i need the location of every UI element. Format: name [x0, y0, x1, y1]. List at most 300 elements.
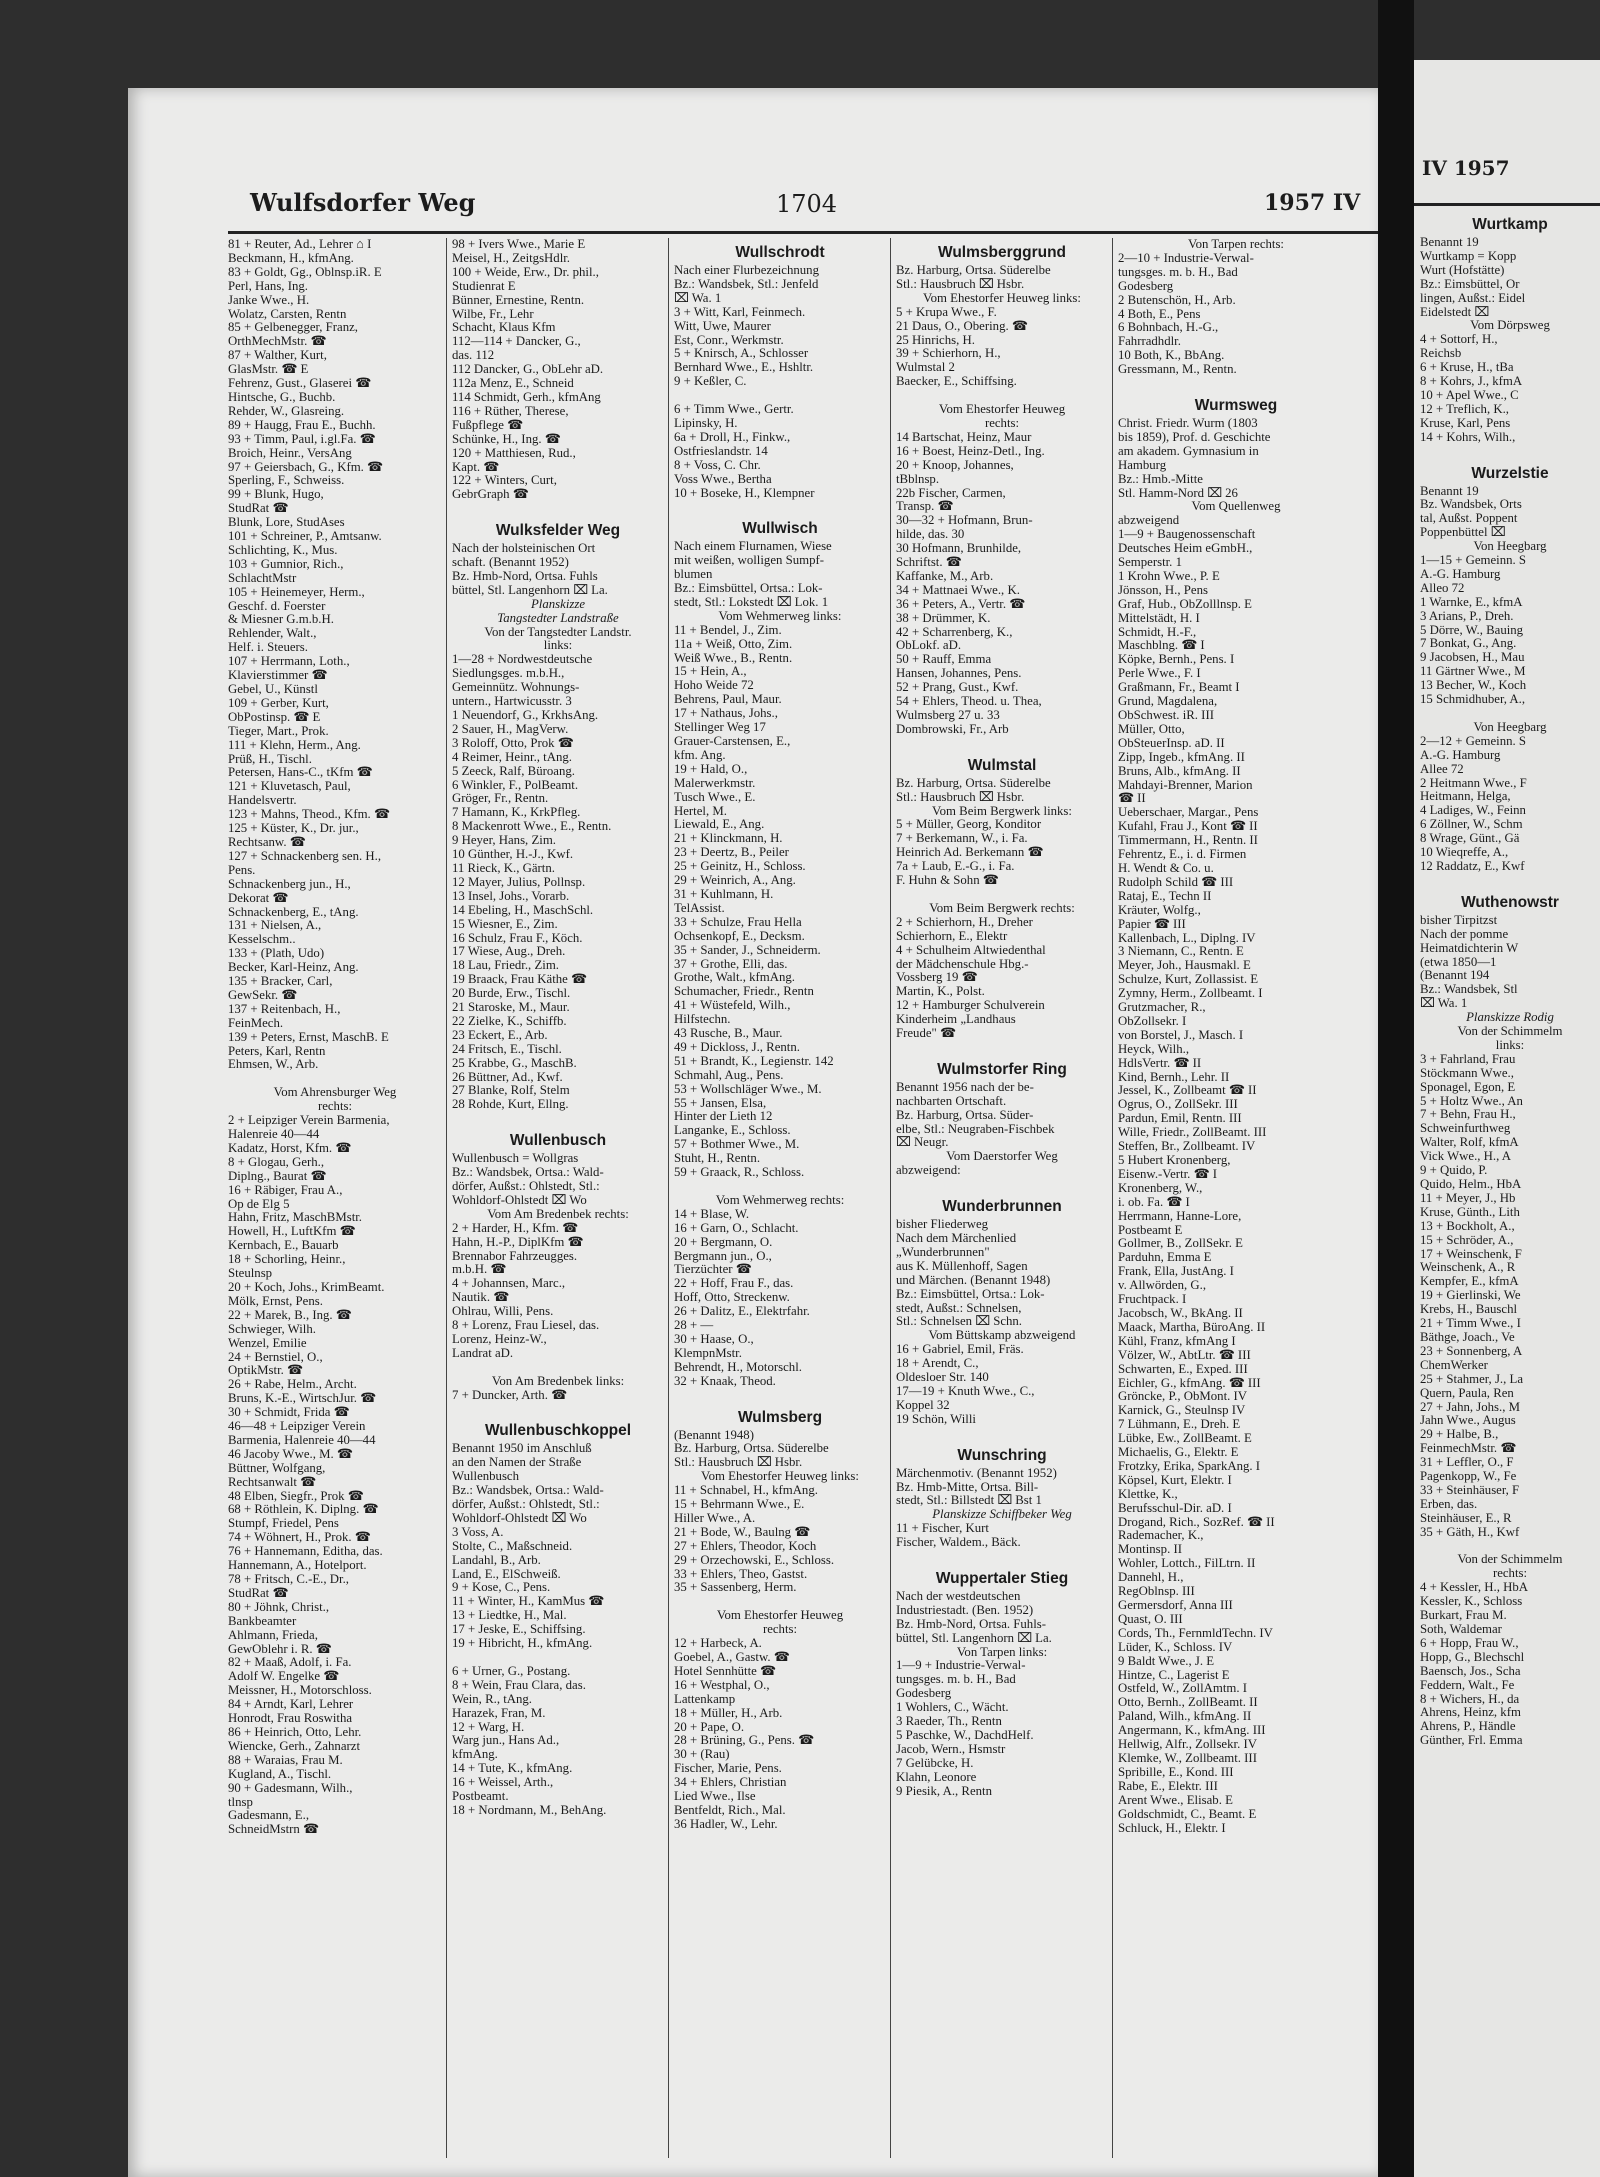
directory-entry: Op de Elg 5 — [228, 1197, 290, 1211]
directory-entry: Industriestadt. (Ben. 1952) — [896, 1603, 1034, 1617]
directory-entry: Mahdayi-Brenner, Marion — [1118, 778, 1253, 792]
directory-entry: Lübke, Ew., ZollBeamt. E — [1118, 1432, 1252, 1446]
directory-entry: 27 + Jahn, Johs., M — [1420, 1400, 1521, 1414]
directory-entry: 11 Gärtner Wwe., M — [1420, 665, 1526, 679]
directory-entry: Ahrens, P., Händle — [1420, 1720, 1516, 1734]
directory-entry: Studienrat E — [452, 279, 516, 293]
directory-entry: 28 + — — [674, 1319, 714, 1333]
directory-entry: 12 + Harbeck, A. — [674, 1637, 762, 1651]
directory-entry: Semperstr. 1 — [1118, 556, 1182, 570]
directory-entry: 16 + Weissel, Arth., — [452, 1776, 554, 1790]
directory-entry: 7 Hamann, K., KrkPfleg. — [452, 806, 581, 820]
directory-entry: Jahn Wwe., Augus — [1420, 1414, 1516, 1428]
street-heading: Wurmsweg — [1194, 396, 1278, 414]
street-heading: Wurzelstie — [1471, 464, 1549, 482]
directory-entry — [674, 1389, 886, 1403]
directory-entry: 37 + Grothe, Elli, das. — [674, 957, 788, 971]
directory-entry: 86 + Heinrich, Otto, Lehr. — [228, 1725, 362, 1739]
directory-entry: 85 + Gelbenegger, Franz, — [228, 321, 359, 335]
directory-entry: Köpke, Bernh., Pens. I — [1118, 653, 1235, 667]
directory-entry: tlnsp — [228, 1795, 253, 1809]
directory-entry: OptikMstr. ☎ — [228, 1364, 303, 1378]
directory-entry: 3 Raeder, Th., Rentn — [896, 1715, 1002, 1729]
directory-entry: Handelsvertr. — [228, 794, 297, 808]
directory-entry: Bz.: Hmb.-Mitte — [1118, 472, 1203, 486]
section-direction: Vom Ehestorfer Heuweg links: — [923, 291, 1081, 305]
directory-entry: Klemke, W., Zollbeamt. III — [1118, 1751, 1257, 1765]
directory-entry: Wenzel, Emilie — [228, 1336, 307, 1350]
directory-entry: 19 + Hald, O., — [674, 762, 748, 776]
directory-entry: 33 + Schulze, Frau Hella — [674, 915, 802, 929]
directory-entry: 3 Niemann, C., Rentn. E — [1118, 945, 1244, 959]
column-2 — [452, 238, 664, 2168]
directory-entry: Kadatz, Horst, Kfm. ☎ — [228, 1141, 352, 1155]
directory-entry: Dombrowski, Fr., Arb — [896, 722, 1009, 736]
directory-entry: Krebs, H., Bauschl — [1420, 1303, 1518, 1317]
directory-entry: Rademacher, K., — [1118, 1529, 1204, 1543]
directory-entry: 16 + Westphal, O., — [674, 1678, 770, 1692]
directory-entry: Bz. Hmb-Nord, Ortsa. Fuhls- — [896, 1617, 1046, 1631]
directory-entry: 112—114 + Dancker, G., — [452, 335, 581, 349]
directory-entry: (Benannt 194 — [1420, 969, 1490, 983]
directory-entry: Gadesmann, E., — [228, 1809, 310, 1823]
directory-entry: Tusch Wwe., E. — [674, 790, 756, 804]
directory-entry: Schierhorn, E., Elektr — [896, 929, 1008, 943]
directory-entry: Dekorat ☎ — [228, 891, 289, 905]
directory-entry: 32 + Knaak, Theod. — [674, 1374, 776, 1388]
directory-entry: Bz. Harburg, Ortsa. Süder- — [896, 1108, 1034, 1122]
directory-entry: büttel, Stl. Langenhorn ⌧ La. — [896, 1631, 1052, 1645]
directory-entry: Siedlungsges. m.b.H., — [452, 667, 565, 681]
column-1 — [228, 238, 442, 2168]
directory-entry: Günther, Frl. Emma — [1420, 1734, 1523, 1748]
directory-entry: Schmidt, H.-F., — [1118, 625, 1197, 639]
directory-entry: Freude" ☎ — [896, 1027, 956, 1041]
directory-entry: Stuht, H., Rentn. — [674, 1152, 761, 1166]
directory-entry — [896, 1178, 1108, 1192]
directory-entry: 2 + Harder, H., Kfm. ☎ — [452, 1221, 579, 1235]
directory-entry: Kufahl, Frau J., Kont ☎ II — [1118, 820, 1258, 834]
directory-entry: Grauer-Carstensen, E., — [674, 735, 791, 748]
directory-entry: Schacht, Klaus Kfm — [452, 321, 556, 335]
directory-entry: 13 Insel, Johs., Vorarb. — [452, 889, 570, 903]
directory-entry: 33 + Ehlers, Theo, Gastst. — [674, 1567, 808, 1581]
directory-entry: Maack, Martha, BüroAng. II — [1118, 1320, 1266, 1334]
directory-entry: Kinderheim „Landhaus — [896, 1013, 1016, 1027]
directory-entry: 123 + Mahns, Theod., Kfm. ☎ — [228, 808, 390, 822]
directory-entry: 11 + Winter, H., KamMus ☎ — [452, 1595, 605, 1609]
street-heading: Wulmsberg — [737, 1408, 823, 1426]
directory-entry: 11 + Fischer, Kurt — [896, 1522, 989, 1536]
directory-entry: 98 + Ivers Wwe., Marie E — [452, 238, 586, 251]
directory-entry: abzweigend: — [896, 1164, 961, 1178]
directory-entry: Wullenbusch = Wollgras — [452, 1152, 579, 1166]
directory-entry: Warg jun., Hans Ad., — [452, 1734, 560, 1748]
directory-entry: 4 Reimer, Heinr., tAng. — [452, 750, 572, 764]
directory-entry: 17—19 + Knuth Wwe., C., — [896, 1384, 1035, 1398]
directory-entry: Benannt 1956 nach der be- — [896, 1080, 1034, 1094]
section-direction: Von Tarpen links: — [956, 1645, 1048, 1659]
directory-entry: GebrGraph ☎ — [452, 488, 529, 502]
directory-entry: 99 + Blunk, Hugo, — [228, 488, 324, 502]
directory-entry: 15 + Schröder, A., — [1420, 1233, 1514, 1247]
directory-entry: A.-G. Hamburg — [1420, 748, 1501, 762]
directory-entry: Kallenbach, L., Diplng. IV — [1118, 931, 1256, 945]
directory-entry: dörfer, Außst.: Ohlstedt, Stl.: — [452, 1180, 600, 1193]
year-volume: 1957 IV — [1264, 190, 1361, 216]
directory-entry: Schnackenberg jun., H., — [228, 877, 351, 891]
directory-entry: Weiß Wwe., B., Rentn. — [674, 651, 793, 665]
directory-entry: 21 Staroske, M., Maur. — [452, 1001, 570, 1015]
directory-entry: Blunk, Lore, StudAses — [228, 516, 345, 530]
directory-entry: 2 + Schierhorn, H., Dreher — [896, 915, 1033, 929]
directory-entry: Spribille, E., Kond. III — [1118, 1765, 1234, 1779]
directory-entry: Hopp, G., Blechschl — [1420, 1650, 1525, 1664]
directory-entry: 36 + Peters, A., Vertr. ☎ — [896, 597, 1026, 611]
directory-entry: tal, Außst. Poppent — [1420, 512, 1518, 526]
street-heading: Wunderbrunnen — [942, 1198, 1062, 1216]
directory-entry: 1—9 + Baugenossenschaft — [1118, 528, 1256, 542]
directory-entry: Paland, Wilh., kfmAng. II — [1118, 1710, 1252, 1724]
directory-entry: 100 + Weide, Erw., Dr. phil., — [452, 265, 599, 279]
directory-entry: (etwa 1850—1 — [1420, 955, 1497, 969]
directory-entry: Baecker, E., Schiffsing. — [896, 375, 1017, 389]
directory-entry: von Borstel, J., Masch. I — [1118, 1028, 1244, 1042]
section-direction: Von der Tangstedter Landstr. — [484, 625, 632, 639]
street-heading: Wullwisch — [742, 520, 818, 538]
directory-entry: H. Wendt & Co. u. — [1118, 861, 1214, 875]
directory-entry: tungsges. m. b. H., Bad — [1118, 265, 1238, 279]
directory-entry: Schwarten, E., Exped. III — [1118, 1362, 1248, 1376]
directory-entry: Mölk, Ernst, Pens. — [228, 1294, 323, 1308]
directory-entry: 30 + Haase, O., — [674, 1332, 754, 1346]
directory-entry: v. Allwörden, G., — [1118, 1279, 1207, 1293]
directory-entry: Harazek, Fran, M. — [452, 1706, 546, 1720]
directory-entry: Koppel 32 — [896, 1398, 950, 1412]
directory-entry: 7 + Behn, Frau H., — [1420, 1108, 1516, 1122]
directory-entry: Graßmann, Fr., Beamt I — [1118, 681, 1240, 695]
directory-entry: Hamburg — [1118, 458, 1167, 472]
section-direction: Vom Dörpsweg — [1470, 319, 1550, 333]
directory-entry: 20 + Koch, Johs., KrimBeamt. — [228, 1280, 385, 1294]
column-3 — [674, 238, 886, 2168]
directory-entry: Schwieger, Wilh. — [228, 1322, 316, 1336]
directory-entry: Hoff, Otto, Streckenw. — [674, 1291, 790, 1305]
section-direction: rechts: — [1492, 1567, 1528, 1581]
directory-entry: 9 Heyer, Hans, Zim. — [452, 834, 556, 848]
directory-entry: Schriftst. ☎ — [896, 556, 962, 570]
directory-entry: 36 Hadler, W., Lehr. — [674, 1817, 778, 1831]
directory-entry: 19 Schön, Willi — [896, 1412, 976, 1426]
directory-entry: 19 Braack, Frau Käthe ☎ — [452, 973, 587, 987]
street-heading: Wullenbusch — [509, 1132, 607, 1150]
directory-entry: 122 + Winters, Curt, — [452, 474, 557, 488]
directory-entry: 24 + Bernstiel, O., — [228, 1350, 323, 1364]
directory-entry: Bz.: Wandsbek, Ortsa.: Wald- — [452, 1484, 604, 1498]
section-direction: Vom Am Bredenbek rechts: — [487, 1207, 629, 1221]
directory-entry: 6 Zöllner, W., Schm — [1420, 818, 1523, 832]
directory-entry: 25 Krabbe, G., MaschB. — [452, 1056, 577, 1070]
directory-entry: Martin, K., Polst. — [896, 985, 985, 999]
directory-entry: 6 + Urner, G., Postang. — [452, 1664, 571, 1678]
map-reference: Planskizze — [530, 597, 586, 611]
directory-entry: Helf. i. Steuers. — [228, 641, 308, 655]
directory-entry: 35 + Sander, J., Schneiderm. — [674, 943, 821, 957]
directory-entry: KlempnMstr. — [674, 1346, 742, 1360]
directory-entry: Grutzmacher, R., — [1118, 1001, 1206, 1015]
directory-entry: bisher Tirpitzst — [1420, 913, 1498, 927]
directory-entry: 1 Wohlers, C., Wächt. — [896, 1701, 1009, 1715]
directory-entry: Kronenberg, W., — [1118, 1181, 1203, 1195]
directory-entry: Benannt 19 — [1420, 484, 1479, 498]
directory-entry: Büttner, Wolfgang, — [228, 1461, 326, 1475]
directory-entry: Zipp, Ingeb., kfmAng. II — [1118, 750, 1245, 764]
directory-entry: schaft. (Benannt 1952) — [452, 556, 569, 570]
directory-entry: Fischer, Waldem., Bäck. — [896, 1536, 1021, 1550]
directory-entry: 51 + Brandt, K., Legienstr. 142 — [674, 1054, 834, 1068]
section-direction: Vom Ehestorfer Heuweg — [938, 403, 1066, 417]
directory-entry: 25 + Stahmer, J., La — [1420, 1372, 1524, 1386]
directory-entry: Rudolph Schild ☎ III — [1118, 875, 1234, 889]
directory-entry: Liewald, E., Ang. — [674, 818, 765, 832]
directory-entry: Arent Wwe., Elisab. E — [1118, 1793, 1233, 1807]
directory-entry: 11 + Meyer, J., Hb — [1420, 1191, 1516, 1205]
directory-entry: 8 + Glogau, Gerh., — [228, 1155, 325, 1169]
directory-entry: 12 + Hamburger Schulverein — [896, 999, 1045, 1013]
directory-entry: Erben, das. — [1420, 1497, 1478, 1511]
directory-entry: Ohlrau, Willi, Pens. — [452, 1305, 554, 1319]
section-direction: Vom Beim Bergwerk rechts: — [929, 901, 1075, 915]
directory-entry: 5 Dörre, W., Bauing — [1420, 623, 1524, 637]
directory-entry: Schlichting, K., Mus. — [228, 543, 338, 557]
directory-entry: Stl.: Hausbruch ⌧ Hsbr. — [896, 277, 1025, 291]
directory-entry: Poppenbüttel ⌧ — [1420, 526, 1506, 540]
directory-entry: 2 + Leipziger Verein Barmenia, — [228, 1114, 390, 1128]
section-direction: Vom Ehestorfer Heuweg links: — [701, 1470, 859, 1484]
directory-entry: Janke Wwe., H. — [228, 293, 310, 307]
directory-entry: 43 Rusche, B., Maur. — [674, 1027, 783, 1041]
directory-entry: Ueberschaer, Margar., Pens — [1118, 806, 1259, 820]
directory-entry: OrthMechMstr. ☎ — [228, 335, 327, 349]
header-rule — [228, 231, 1378, 234]
directory-entry: 17 Wiese, Aug., Dreh. — [452, 945, 566, 959]
directory-entry: 55 + Jansen, Elsa, — [674, 1096, 767, 1110]
directory-entry: Schünke, H., Ing. ☎ — [452, 432, 561, 446]
directory-entry: blumen — [674, 568, 713, 582]
directory-entry: aus K. Müllenhoff, Sagen — [896, 1259, 1028, 1273]
directory-entry: 6 Bohnbach, H.-G., — [1118, 321, 1219, 335]
directory-entry: 29 + Orzechowski, E., Schloss. — [674, 1553, 835, 1567]
directory-entry: 30 + (Rau) — [674, 1748, 730, 1762]
directory-entry: Hoho Weide 72 — [674, 679, 754, 693]
directory-entry: Rehder, W., Glasreing. — [228, 404, 345, 418]
directory-entry: 30—32 + Hofmann, Brun- — [896, 514, 1033, 528]
directory-entry: Beckmann, H., kfmAng. — [228, 251, 354, 265]
directory-entry — [896, 737, 1108, 751]
section-direction: Von Heegbarg — [1473, 540, 1547, 554]
directory-entry: 27 + Ehlers, Theodor, Koch — [674, 1539, 817, 1553]
facing-column — [1420, 210, 1600, 2140]
directory-entry: Ogrus, O., ZollSekr. III — [1118, 1098, 1238, 1112]
directory-entry: 6 + Timm Wwe., Gertr. — [674, 403, 794, 417]
directory-entry: 12 Raddatz, E., Kwf — [1420, 859, 1525, 873]
directory-entry — [1118, 377, 1354, 391]
directory-entry: 20 + Knoop, Johannes, — [896, 458, 1014, 472]
directory-entry — [896, 1550, 1108, 1564]
directory-entry: Schweinfurthweg — [1420, 1122, 1511, 1136]
directory-entry: 16 Schulz, Frau F., Köch. — [452, 931, 583, 945]
directory-entry: Godesberg — [1118, 279, 1174, 293]
directory-entry: Kesselschm.. — [228, 933, 296, 947]
street-heading: Wulmsberggrund — [937, 244, 1067, 261]
directory-entry: 1 Neuendorf, G., KrkhsAng. — [452, 709, 599, 722]
directory-entry: 15 Wiesner, E., Zim. — [452, 917, 558, 931]
directory-entry: 35 + Sassenberg, Herm. — [674, 1581, 797, 1595]
directory-entry: untern., Hartwicusstr. 3 — [452, 695, 572, 709]
directory-entry: Stl.: Hausbruch ⌧ Hsbr. — [896, 790, 1025, 804]
directory-entry: hilde, das. 30 — [896, 528, 965, 542]
directory-entry: Märchenmotiv. (Benannt 1952) — [896, 1466, 1057, 1480]
directory-entry: Goldschmidt, C., Beamt. E — [1118, 1807, 1257, 1821]
directory-entry: GewSekr. ☎ — [228, 988, 298, 1002]
directory-entry: Vick Wwe., H., A — [1420, 1150, 1512, 1164]
directory-entry: 3 Roloff, Otto, Prok ☎ — [452, 736, 574, 750]
directory-entry: Bz.: Wandsbek, Stl — [1420, 983, 1518, 997]
directory-entry: HdlsVertr. ☎ II — [1118, 1056, 1202, 1070]
directory-entry: 46 Jacoby Wwe., M. ☎ — [228, 1447, 353, 1461]
directory-entry: Kernbach, E., Bauarb — [228, 1239, 339, 1253]
directory-entry: Parduhn, Emma E — [1118, 1251, 1212, 1265]
directory-entry: Bz. Harburg, Ortsa. Süderelbe — [674, 1442, 829, 1456]
section-direction: Von Am Bredenbek links: — [491, 1374, 625, 1388]
directory-entry: Bz. Wandsbek, Orts — [1420, 498, 1522, 512]
directory-entry: Bz.: Eimsbüttel, Ortsa.: Lok- — [674, 582, 823, 596]
directory-entry: 105 + Heinemeyer, Herm., — [228, 585, 365, 599]
directory-entry: Otto, Bernh., ZollBeamt. II — [1118, 1696, 1258, 1710]
directory-entry: Landahl, B., Arb. — [452, 1553, 541, 1567]
directory-entry: Lied Wwe., Ilse — [674, 1790, 756, 1804]
directory-entry: Nach einem Flurnamen, Wiese — [674, 540, 832, 554]
directory-entry: Howell, H., LuftKfm ☎ — [228, 1225, 356, 1239]
directory-entry — [452, 502, 664, 516]
directory-entry: Klahn, Leonore — [896, 1770, 977, 1784]
directory-entry: Jönsson, H., Pens — [1118, 583, 1208, 597]
directory-entry: 22b Fischer, Carmen, — [896, 486, 1006, 500]
directory-entry: 13 Becher, W., Koch — [1420, 679, 1527, 693]
directory-entry — [1420, 707, 1600, 721]
directory-entry: 10 + Boseke, H., Klempner — [674, 486, 815, 500]
directory-entry: Ostfeld, W., ZollAmtm. I — [1118, 1682, 1248, 1696]
directory-entry: Postbeamt E — [1118, 1223, 1183, 1237]
section-direction: Vom Quellenweg — [1191, 500, 1281, 514]
directory-entry: 25 + Geinitz, H., Schloss. — [674, 860, 806, 874]
directory-entry: Stellinger Weg 17 — [674, 721, 766, 735]
directory-entry: am akadem. Gymnasium in — [1118, 444, 1259, 458]
section-direction: Von der Schimmelm — [1457, 1553, 1563, 1567]
directory-entry: elbe, Stl.: Neugraben-Fischbek — [896, 1122, 1055, 1136]
directory-entry: Christ. Friedr. Wurm (1803 — [1118, 416, 1258, 430]
directory-entry: 26 + Dalitz, E., Elektrfahr. — [674, 1305, 810, 1319]
directory-entry: 8 Mackenrott Wwe., E., Rentn. — [452, 820, 612, 834]
directory-entry: Jacobsch, W., BkAng. II — [1118, 1306, 1243, 1320]
directory-entry: Wohler, Lottch., FilLtrn. II — [1118, 1557, 1256, 1571]
directory-entry: 4 Ladiges, W., Feinn — [1420, 804, 1526, 818]
directory-entry: 4 + Schulheim Altwiedenthal — [896, 943, 1046, 957]
directory-entry: Meisel, H., ZeitgsHdlr. — [452, 251, 571, 265]
directory-entry: Gebel, U., Künstl — [228, 683, 318, 696]
directory-entry: Heitmann, Helga, — [1420, 790, 1511, 804]
directory-entry: Cords, Th., FernmldTechn. IV — [1118, 1626, 1273, 1640]
directory-entry: Alleo 72 — [1420, 581, 1465, 595]
directory-entry: Becker, Karl-Heinz, Ang. — [228, 961, 359, 975]
directory-entry: GewOblehr i. R. ☎ — [228, 1642, 332, 1656]
directory-entry: Gollmer, B., ZollSekr. E — [1118, 1237, 1243, 1251]
directory-entry: 31 + Leffler, O., F — [1420, 1456, 1514, 1470]
directory-entry: ObLokf. aD. — [896, 639, 962, 653]
directory-entry: 49 + Dickloss, J., Rentn. — [674, 1040, 800, 1054]
directory-entry: 5 Hubert Kronenberg, — [1118, 1154, 1231, 1167]
directory-entry: Stl. Hamm-Nord ⌧ 26 — [1118, 486, 1238, 500]
directory-entry: 17 + Weinschenk, F — [1420, 1247, 1522, 1261]
directory-entry: lingen, Außst.: Eidel — [1420, 291, 1526, 305]
directory-entry: 68 + Röthlein, K. Diplng. ☎ — [228, 1503, 379, 1517]
directory-entry: 30 + Schmidt, Frida ☎ — [228, 1406, 350, 1420]
section-direction: Vom Wehmerweg links: — [718, 609, 842, 623]
directory-entry: 89 + Haugg, Frau E., Buchh. — [228, 418, 376, 432]
directory-entry: 2 Sauer, H., MagVerw. — [452, 722, 569, 736]
directory-entry: 14 Bartschat, Heinz, Maur — [896, 430, 1032, 444]
directory-entry — [896, 1427, 1108, 1441]
directory-entry: 5 Zeeck, Ralf, Büroang. — [452, 764, 575, 778]
directory-entry: 1—9 + Industrie-Verwal- — [896, 1659, 1026, 1673]
directory-entry: 28 Rohde, Kurt, Ellng. — [452, 1098, 569, 1112]
directory-entry — [452, 1651, 664, 1665]
directory-entry: 16 + Gabriel, Emil, Fräs. — [896, 1343, 1024, 1357]
directory-entry: Kaffanke, M., Arb. — [896, 569, 994, 583]
section-direction: Von Tarpen rechts: — [1187, 238, 1284, 251]
directory-entry: 8 Wrage, Günt., Gä — [1420, 832, 1520, 846]
directory-entry: Honrodt, Frau Roswitha — [228, 1712, 353, 1726]
directory-entry: Barmenia, Halenreie 40—44 — [228, 1433, 376, 1447]
directory-entry: 11 + Bendel, J., Zim. — [674, 623, 782, 637]
section-direction: Vom Ahrensburger Weg — [273, 1086, 397, 1100]
directory-entry: ChemWerker — [1420, 1358, 1488, 1372]
directory-entry: Hannemann, A., Hotelport. — [228, 1559, 367, 1573]
directory-entry: Ostfrieslandstr. 14 — [674, 444, 768, 458]
directory-entry: 1 Warnke, E., kfmA — [1420, 595, 1523, 609]
directory-entry: Voss Wwe., Bertha — [674, 472, 772, 486]
directory-entry: Frotzky, Erika, SparkAng. I — [1118, 1459, 1261, 1473]
directory-entry: der Mädchenschule Hbg.- — [896, 957, 1029, 971]
directory-entry: 18 Lau, Friedr., Zim. — [452, 959, 559, 973]
section-direction: Vom Büttskamp abzweigend — [928, 1329, 1076, 1343]
directory-entry: 107 + Herrmann, Loth., — [228, 655, 350, 669]
directory-entry: Behrens, Paul, Maur. — [674, 693, 782, 707]
directory-entry: m.b.H. ☎ — [452, 1263, 507, 1277]
directory-entry: Fahrradhdlr. — [1118, 335, 1181, 349]
directory-entry: Kühl, Franz, kfmAng I — [1118, 1334, 1236, 1348]
directory-entry: Wullenbusch — [452, 1470, 520, 1484]
section-direction: Von Heegbarg — [1473, 720, 1547, 734]
street-heading: Wuthenowstr — [1461, 893, 1559, 911]
directory-entry: Est, Conr., Werkmstr. — [674, 333, 784, 347]
directory-entry: 82 + Maaß, Adolf, i. Fa. — [228, 1656, 352, 1670]
directory-entry: Wohldorf-Ohlstedt ⌧ Wo — [452, 1193, 587, 1207]
directory-entry: Kruse, Karl, Pens — [1420, 416, 1511, 430]
directory-entry: A.-G. Hamburg — [1420, 567, 1501, 581]
directory-entry — [674, 1595, 886, 1609]
directory-entry: 84 + Arndt, Karl, Lehrer — [228, 1698, 354, 1712]
